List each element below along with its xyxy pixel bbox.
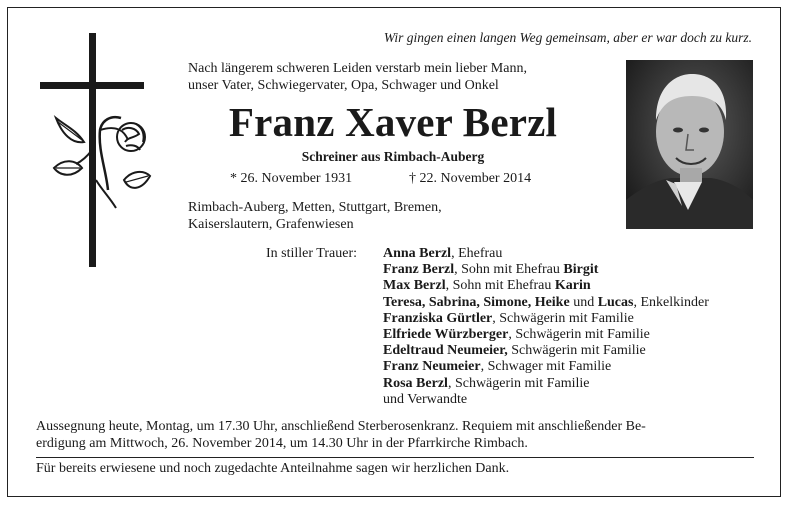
list-item: Edeltraud Neumeier, Schwägerin mit Familie <box>383 343 646 359</box>
places-line: Rimbach-Auberg, Metten, Stuttgart, Bremen, <box>188 200 442 215</box>
motto: Wir gingen einen langen Weg gemeinsam, aber er war doch zu kurz. <box>383 30 752 45</box>
list-item: Rosa Berzl, Schwägerin mit Familie <box>383 375 590 391</box>
list-item: Franz Berzl, Sohn mit Ehefrau Birgit <box>383 262 599 278</box>
list-item: Elfriede Würzberger, Schwägerin mit Familie <box>383 327 650 343</box>
thanks-text: Für bereits erwiesene und noch zugedachte Anteilnahme sagen wir herzlichen Dank. <box>36 461 510 476</box>
places-line: Kaiserslautern, Grafenwiesen <box>188 217 354 232</box>
list-item: Teresa, Sabrina, Simone, Heike und Lucas, Enkelkinder <box>383 294 709 310</box>
places <box>188 199 518 233</box>
service-line: Aussegnung heute, Montag, um 17.30 Uhr, anschließend Sterberosenkranz. Requiem mit anschließender Be- <box>36 419 646 434</box>
list-item: und Verwandte <box>383 391 468 407</box>
service-line: erdigung am Mittwoch, 26. November 2014, um 14.30 Uhr in der Pfarrkirche Rimbach. <box>36 436 528 451</box>
birth-date: * 26. November 1931 <box>230 171 353 186</box>
divider <box>36 457 754 458</box>
portrait-photo <box>626 60 753 229</box>
list-item: Anna Berzl, Ehefrau <box>383 246 503 261</box>
mourners-list <box>383 246 709 408</box>
service-info <box>36 418 754 452</box>
occupation: Schreiner aus Rimbach-Auberg <box>301 149 485 164</box>
list-item: Franziska Gürtler, Schwägerin mit Familie <box>383 310 634 326</box>
deceased-name: Franz Xaver Berzl <box>228 99 558 145</box>
intro-line: unser Vater, Schwiegervater, Opa, Schwager und Onkel <box>188 78 499 93</box>
list-item: Franz Neumeier, Schwager mit Familie <box>383 359 612 375</box>
mourning-label: In stiller Trauer: <box>266 246 357 261</box>
cross-with-rose-icon <box>36 30 166 270</box>
intro-line: Nach längerem schweren Leiden verstarb mein lieber Mann, <box>188 61 527 76</box>
intro-text <box>188 60 608 94</box>
list-item: Max Berzl, Sohn mit Ehefrau Karin <box>383 278 591 294</box>
death-date: † 22. November 2014 <box>409 171 532 186</box>
